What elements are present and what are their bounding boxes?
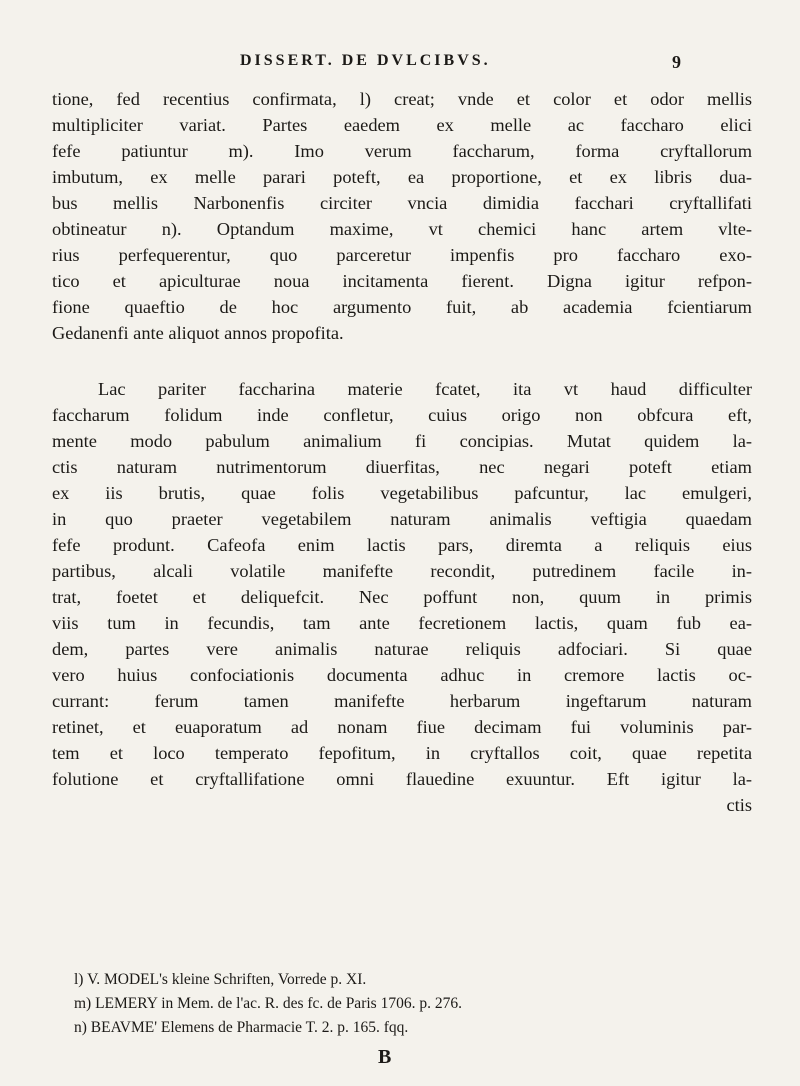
text-line: tico et apiculturae noua incitamenta fierent. Digna igitur refpon- bbox=[52, 271, 752, 291]
text-line: fefe patiuntur m). Imo verum faccharum, forma cryftallorum bbox=[52, 141, 752, 161]
text-line: dem, partes vere animalis naturae reliquis adfociari. Si quae bbox=[52, 639, 752, 659]
text-line: obtineatur n). Optandum maxime, vt chemici hanc artem vlte- bbox=[52, 219, 752, 239]
footnote: m) LEMERY in Mem. de l'ac. R. des fc. de Paris 1706. p. 276. bbox=[74, 995, 462, 1012]
text-line: ex iis brutis, quae folis vegetabilibus pafcuntur, lac emulgeri, bbox=[52, 483, 752, 503]
catchword: ctis bbox=[726, 795, 752, 815]
paragraph-gap bbox=[52, 346, 752, 376]
footnote: n) BEAVME' Elemens de Pharmacie T. 2. p. 165. fqq. bbox=[74, 1019, 409, 1036]
text-line: trat, foetet et deliquefcit. Nec poffunt non, quum in primis bbox=[52, 587, 752, 607]
running-title: DISSERT. DE DVLCIBVS. bbox=[240, 52, 491, 69]
text-line: currant: ferum tamen manifefte herbarum ingeftarum naturam bbox=[52, 691, 752, 711]
text-line: Gedanenfi ante aliquot annos propofita. bbox=[52, 323, 344, 343]
text-line: rius perfequerentur, quo parceretur impenfis pro faccharo exo- bbox=[52, 245, 752, 265]
footnote: l) V. MODEL's kleine Schriften, Vorrede p. XI. bbox=[74, 971, 367, 988]
text-line: in quo praeter vegetabilem naturam animalis veftigia quaedam bbox=[52, 509, 752, 529]
text-line: tione, fed recentius confirmata, l) creat; vnde et color et odor mellis bbox=[52, 89, 752, 109]
text-line: viis tum in fecundis, tam ante fecretionem lactis, quam fub ea- bbox=[52, 613, 752, 633]
text-line: imbutum, ex melle parari poteft, ea proportione, et ex libris dua- bbox=[52, 167, 752, 187]
text-line: folutione et cryftallifatione omni flauedine exuuntur. Eft igitur la- bbox=[52, 769, 752, 789]
text-line: mente modo pabulum animalium fi concipias. Mutat quidem la- bbox=[52, 431, 752, 451]
text-line: fefe produnt. Cafeofa enim lactis pars, diremta a reliquis eius bbox=[52, 535, 752, 555]
text-line: tem et loco temperato fepofitum, in cryftallos coit, quae repetita bbox=[52, 743, 752, 763]
text-line: partibus, alcali volatile manifefte recondit, putredinem facile in- bbox=[52, 561, 752, 581]
body-text bbox=[52, 86, 752, 818]
text-line: Lac pariter faccharina materie fcatet, ita vt haud difficulter bbox=[98, 379, 752, 399]
text-line: retinet, et euaporatum ad nonam fiue decimam fui voluminis par- bbox=[52, 717, 752, 737]
paragraph-1 bbox=[52, 86, 752, 346]
text-line: fione quaeftio de hoc argumento fuit, ab academia fcientiarum bbox=[52, 297, 752, 317]
page-number: 9 bbox=[672, 52, 681, 72]
text-line: faccharum folidum inde confletur, cuius origo non obfcura eft, bbox=[52, 405, 752, 425]
text-line: bus mellis Narbonenfis circiter vncia dimidia facchari cryftallifati bbox=[52, 193, 752, 213]
footnotes bbox=[74, 968, 714, 1040]
text-line: vero huius confociationis documenta adhuc in cremore lactis oc- bbox=[52, 665, 752, 685]
running-head bbox=[0, 52, 800, 76]
text-line: multipliciter variat. Partes eaedem ex melle ac faccharo elici bbox=[52, 115, 752, 135]
paragraph-2 bbox=[52, 376, 752, 818]
text-line: ctis naturam nutrimentorum diuerfitas, nec negari poteft etiam bbox=[52, 457, 752, 477]
signature-mark: B bbox=[378, 1046, 392, 1068]
